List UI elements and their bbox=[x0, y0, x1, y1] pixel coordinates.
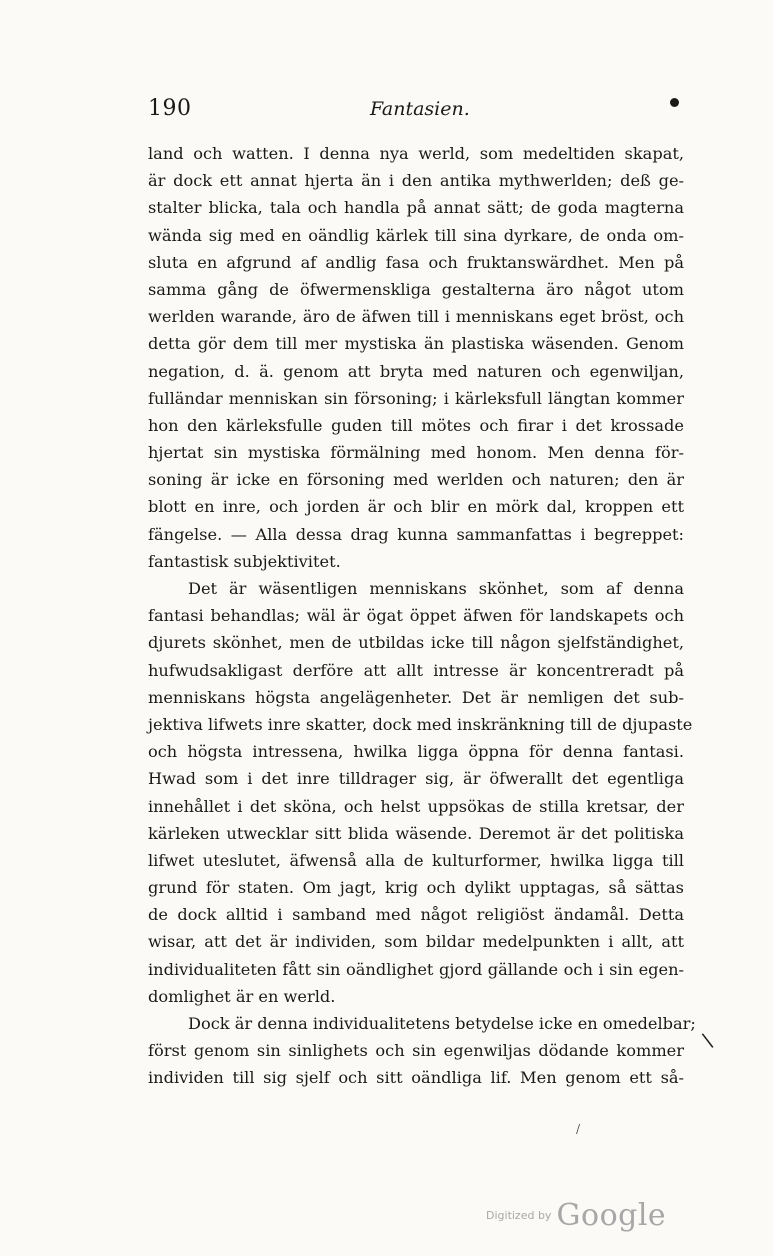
text-line: menniskans högsta angelägenheter. Det är nemligen det sub- bbox=[148, 687, 684, 707]
text-line: blott en inre, och jorden är och blir en mörk dal, kroppen ett bbox=[148, 497, 684, 517]
text-line: wisar, att det är individen, som bildar medelpunkten i allt, att bbox=[148, 932, 684, 952]
text-line: de dock alltid i samband med något religiöst ändamål. Detta bbox=[148, 905, 684, 925]
text-line: grund för staten. Om jagt, krig och dylikt upptagas, så sättas bbox=[148, 878, 684, 898]
text-line: och högsta intressena, hwilka ligga öppna för denna fantasi. bbox=[148, 742, 684, 762]
text-line: samma gång de öfwermenskliga gestalterna äro något utom bbox=[148, 279, 684, 299]
text-line: hon den kärleksfulle guden till mötes och firar i det krossade bbox=[148, 415, 684, 435]
text-line: domlighet är en werld. bbox=[148, 986, 336, 1006]
text-line: soning är icke en försoning med werlden och naturen; den är bbox=[148, 470, 684, 490]
text-line: fantastisk subjektivitet. bbox=[148, 551, 341, 571]
text-line: innehållet i det sköna, och helst uppsökas de stilla kretsar, der bbox=[148, 796, 684, 816]
watermark-brand: Google bbox=[556, 1198, 667, 1233]
text-line: fängelse. — Alla dessa drag kunna sammanfattas i begreppet: bbox=[148, 524, 684, 544]
text-line: är dock ett annat hjerta än i den antika mythwerlden; deß ge- bbox=[148, 171, 684, 191]
stray-mark: / bbox=[576, 1122, 581, 1136]
text-line: hjertat sin mystiska förmälning med honom. Men denna för- bbox=[148, 443, 684, 463]
text-line: Det är wäsentligen menniskans skönhet, som af denna bbox=[188, 579, 684, 598]
text-line: fulländar menniskan sin försoning; i kärleksfull längtan kommer bbox=[148, 388, 684, 408]
text-line: kärleken utwecklar sitt blida wäsende. Deremot är det politiska bbox=[148, 823, 684, 843]
text-line: hufwudsakligast derföre att allt intresse är koncentreradt på bbox=[148, 660, 684, 680]
margin-mark: \ bbox=[700, 1027, 715, 1053]
text-line: Dock är denna individualitetens betydelse icke en omedelbar; bbox=[188, 1014, 696, 1033]
text-line: fantasi behandlas; wäl är ögat öppet äfwen för landskapets och bbox=[148, 606, 684, 626]
text-line: negation, d. ä. genom att bryta med naturen och egenwiljan, bbox=[148, 361, 684, 381]
text-line: detta gör dem till mer mystiska än plastiska wäsenden. Genom bbox=[148, 334, 684, 354]
text-line: wända sig med en oändlig kärlek till sina dyrkare, de onda om- bbox=[148, 225, 684, 245]
text-line: djurets skönhet, men de utbildas icke till någon sjelfständighet, bbox=[148, 633, 684, 653]
text-line: stalter blicka, tala och handla på annat sätt; de goda magterna bbox=[148, 198, 684, 218]
text-line: land och watten. I denna nya werld, som medeltiden skapat, bbox=[148, 144, 684, 163]
text-line: individen till sig sjelf och sitt oändliga lif. Men genom ett så- bbox=[148, 1068, 684, 1088]
ink-dot bbox=[670, 98, 679, 107]
text-line: först genom sin sinlighets och sin egenwiljas dödande kommer bbox=[148, 1041, 684, 1061]
running-head: Fantasien. bbox=[370, 98, 470, 120]
text-line: jektiva lifwets inre skatter, dock med inskränkning till de djupaste bbox=[148, 714, 693, 734]
watermark-prefix: Digitized by bbox=[486, 1209, 552, 1222]
body-text bbox=[148, 140, 696, 1092]
digitized-watermark bbox=[486, 1198, 666, 1233]
text-line: sluta en afgrund af andlig fasa och fruktanswärdhet. Men på bbox=[148, 252, 684, 272]
text-line: lifwet uteslutet, äfwenså alla de kulturformer, hwilka ligga till bbox=[148, 850, 684, 870]
page-number: 190 bbox=[148, 96, 192, 121]
text-line: werlden warande, äro de äfwen till i menniskans eget bröst, och bbox=[148, 307, 684, 327]
text-line: individualiteten fått sin oändlighet gjord gällande och i sin egen- bbox=[148, 959, 684, 979]
text-line: Hwad som i det inre tilldrager sig, är öfwerallt det egentliga bbox=[148, 769, 684, 789]
